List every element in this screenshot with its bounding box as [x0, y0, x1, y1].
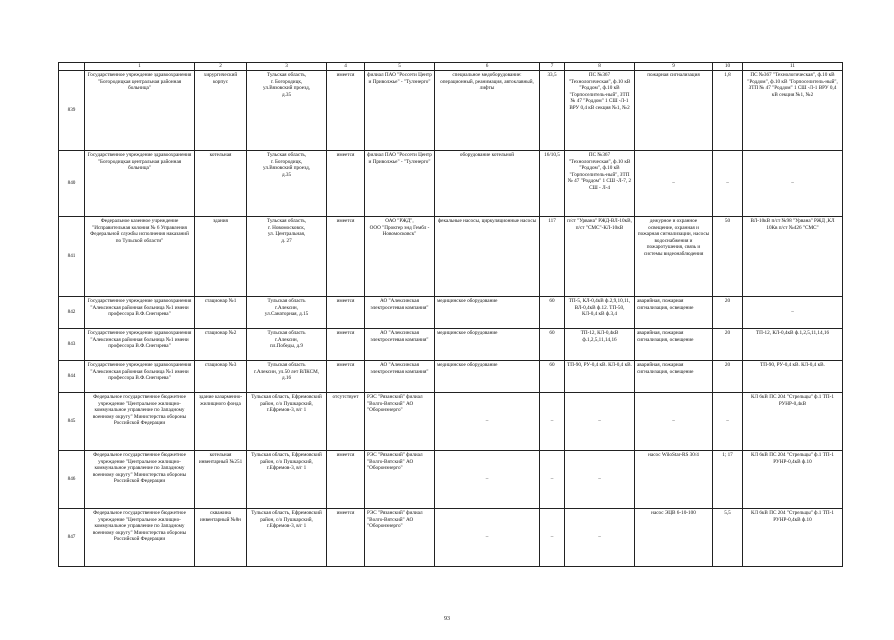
- equipment-cell: медицинское оборудование: [435, 361, 540, 393]
- power-cell: 33,5: [540, 71, 565, 151]
- object-cell: здание казарменно-жилищного фонда: [195, 393, 247, 451]
- row-number: 840: [59, 151, 85, 217]
- backup-feeder-cell: –: [743, 151, 843, 217]
- feeder-cell: п/ст "Урвана" РЖД-ВЛ-10кВ, п/ст "СМС"-КЛ-10кВ: [565, 217, 635, 297]
- reserve-cell: имеется: [327, 217, 365, 297]
- backup-feeder-cell: ТП-90, РУ-0,4 кВ. КЛ-0,4 кВ.: [743, 361, 843, 393]
- address-cell: Тульская область, г. Новомосковск, ул. Центральная, д. 27: [247, 217, 327, 297]
- reserve-cell: имеется: [327, 329, 365, 361]
- table-row: [59, 393, 843, 451]
- backup-load-cell: насос WiloStar-RS 30/4: [635, 451, 713, 509]
- address-cell: Тульская область, г. Богородицк, ул.Вязовский проезд, д.35: [247, 151, 327, 217]
- object-cell: хирургический корпус: [195, 71, 247, 151]
- reserve-cell: имеется: [327, 451, 365, 509]
- organization-cell: Государственное учреждение здравоохранения "Богородицкая центральная районная больница": [85, 71, 195, 151]
- row-number: 839: [59, 71, 85, 151]
- supplier-cell: РЭС "Рязанский" филиал "Волго-Вятский" АО "Оборонэнерго": [365, 451, 435, 509]
- backup-feeder-cell: ТП-12, КЛ-0,4кВ ф.1,2,5,11,14,16: [743, 329, 843, 361]
- feeder-cell: ПС №367 "Технологическая", ф.10 кВ "Роддом", ф.10 кВ "Горпоселитель-ный", ЗТП № 47 "Роддом" 1 СШ -Л-7, 2 СШ - Л-4: [565, 151, 635, 217]
- power-cell: 60: [540, 361, 565, 393]
- reserve-cell: имеется: [327, 361, 365, 393]
- column-number-row: [59, 63, 843, 71]
- address-cell: Тульская область г.Алексин, пл.Победы, д.9: [247, 329, 327, 361]
- row-number: 844: [59, 361, 85, 393]
- header-cell-blank: [59, 63, 85, 71]
- address-cell: Тульская область, Ефремовский район, с/о Пушкарский, г.Ефремов-3, в/г 1: [247, 451, 327, 509]
- power-cell: –: [540, 451, 565, 509]
- object-cell: котельная инвентарный №251: [195, 451, 247, 509]
- address-cell: Тульская область, Ефремовский район, с/о Пушкарский, г.Ефремов-3, в/г 1: [247, 393, 327, 451]
- equipment-cell: –: [435, 393, 540, 451]
- organization-cell: Государственное учреждение здравоохранения "Богородицкая центральная районная больница": [85, 151, 195, 217]
- header-cell: 11: [743, 63, 843, 71]
- header-cell: 9: [635, 63, 713, 71]
- backup-load-cell: аварийная, пожарная сигнализация, освещение: [635, 297, 713, 329]
- power-cell: –: [540, 509, 565, 567]
- backup-power-cell: –: [713, 393, 743, 451]
- supplier-cell: филиал ПАО "Россети Центр и Приволжье" - "Тулэнерго": [365, 151, 435, 217]
- table-row: [59, 509, 843, 567]
- row-number: 846: [59, 451, 85, 509]
- reserve-cell: имеется: [327, 71, 365, 151]
- power-cell: 16/10,5: [540, 151, 565, 217]
- object-cell: котельная: [195, 151, 247, 217]
- header-cell: 2: [195, 63, 247, 71]
- organization-cell: Федеральное государственное бюджетное учреждение "Центральное жилищно-коммунальное управление по Западному военному округу" Министерства обороны Российской Федерации: [85, 393, 195, 451]
- object-cell: здания: [195, 217, 247, 297]
- row-number: 842: [59, 297, 85, 329]
- feeder-cell: –: [565, 393, 635, 451]
- row-number: 841: [59, 217, 85, 297]
- supplier-cell: филиал ПАО "Россети Центр и Приволжье" - "Тулэнерго": [365, 71, 435, 151]
- table-row: [59, 71, 843, 151]
- header-cell: 10: [713, 63, 743, 71]
- address-cell: Тульская область г.Алексин, ул.Санаторная, д.15: [247, 297, 327, 329]
- backup-feeder-cell: КЛ 6кВ ПС 204 "Стрельцы" ф.1 ТП-1 РУНР-0,4кВ ф.10: [743, 451, 843, 509]
- equipment-cell: –: [435, 509, 540, 567]
- object-cell: стационар №1: [195, 297, 247, 329]
- power-cell: 60: [540, 297, 565, 329]
- table-row: [59, 297, 843, 329]
- reserve-cell: имеется: [327, 151, 365, 217]
- organization-cell: Государственное учреждение здравоохранения "Алексинская районная больница №1 имени профессора В.Ф.Снегирева": [85, 361, 195, 393]
- backup-power-cell: 50: [713, 217, 743, 297]
- header-cell: 8: [565, 63, 635, 71]
- equipment-cell: специальное медоборудование: операционный, реанимация, автоклавный, лифты: [435, 71, 540, 151]
- backup-power-cell: 1; 17: [713, 451, 743, 509]
- power-cell: 60: [540, 329, 565, 361]
- backup-feeder-cell: ПС №367 "Технологическая", ф.10 кВ "Роддом", ф.10 кВ "Горпоселитель-ный", ЗТП № 47 "Роддом" 1 СШ -Л-1 ВРУ 0,4 кВ секция №1, №2: [743, 71, 843, 151]
- registry-table: [58, 62, 843, 567]
- address-cell: Тульская область г.Алексин, ул.50 лет ВЛКСМ, д.16: [247, 361, 327, 393]
- backup-feeder-cell: КЛ 6кВ ПС 204 "Стрельцы" ф.1 ТП-1 РУНР-0,4кВ ф.10: [743, 509, 843, 567]
- supplier-cell: АО "Алексинская электросетевая компания": [365, 329, 435, 361]
- feeder-cell: ТП-5, КЛ-0,4кВ ф.2,9,10,11, ВЛ-0,4кВ ф.12. ТП-50, КЛ-0,4 кВ ф.3,4: [565, 297, 635, 329]
- equipment-cell: фекальные насосы, циркуляционные насосы: [435, 217, 540, 297]
- supplier-cell: РЭС "Рязанский" филиал "Волго-Вятский" АО "Оборонэнерго": [365, 393, 435, 451]
- backup-feeder-cell: КЛ 6кВ ПС 204 "Стрельцы" ф.1 ТП-1 РУНР-0,4кВ: [743, 393, 843, 451]
- organization-cell: Федеральное государственное бюджетное учреждение "Центральное жилищно-коммунальное управление по Западному военному округу" Министерства обороны Российской Федерации: [85, 451, 195, 509]
- organization-cell: Государственное учреждение здравоохранения "Алексинская районная больница №1 имени профессора В.Ф.Снегирева": [85, 329, 195, 361]
- organization-cell: Федеральное государственное бюджетное учреждение "Центральное жилищно-коммунальное управление по Западному военному округу" Министерства обороны Российской Федерации: [85, 509, 195, 567]
- feeder-cell: ПС №367 "Технологическая", ф.10 кВ "Роддом", ф.10 кВ "Горпоселитель-ный", ЗТП № 47 "Роддом" 1 СШ -Л-1 ВРУ 0,4 кВ секция №1, №2: [565, 71, 635, 151]
- backup-load-cell: аварийная, пожарная сигнализация, освещение: [635, 361, 713, 393]
- feeder-cell: ТП-90, РУ-0,4 кВ. КЛ-0,4 кВ.: [565, 361, 635, 393]
- object-cell: стационар №3: [195, 361, 247, 393]
- backup-feeder-cell: ВЛ-10кВ п/ст №98 "Урвана" РЖД ,КЛ 10Кв п/ст №426 "СМС": [743, 217, 843, 297]
- backup-power-cell: 1,8: [713, 71, 743, 151]
- address-cell: Тульская область, Ефремовский район, с/о Пушкарский, г.Ефремов-3, в/г 1: [247, 509, 327, 567]
- backup-load-cell: насос ЭЦВ 6-10-100: [635, 509, 713, 567]
- page-number: 93: [444, 616, 450, 622]
- address-cell: Тульская область, г. Богородицк, ул.Вязовский проезд, д.35: [247, 71, 327, 151]
- backup-load-cell: аварийная, пожарная сигнализация, освещение: [635, 329, 713, 361]
- feeder-cell: ТП-12, КЛ-0,4кВ ф.1,2,5,11,14,16: [565, 329, 635, 361]
- table-row: [59, 361, 843, 393]
- organization-cell: Государственное учреждение здравоохранения "Алексинская районная больница №1 имени профессора В.Ф.Снегирева": [85, 297, 195, 329]
- equipment-cell: медицинское оборудование: [435, 329, 540, 361]
- row-number: 843: [59, 329, 85, 361]
- backup-load-cell: пожарная сигнализация: [635, 71, 713, 151]
- equipment-cell: медицинское оборудование: [435, 297, 540, 329]
- backup-load-cell: дежурное и охранное освещение, охранная и пожарная сигнализации, насосы водоснабжения и пожаротушения, связь и системы видеонаблюдения: [635, 217, 713, 297]
- backup-power-cell: 20: [713, 297, 743, 329]
- backup-load-cell: –: [635, 151, 713, 217]
- object-cell: скважина инвентарный №8н: [195, 509, 247, 567]
- supplier-cell: АО "Алексинская электросетевая компания": [365, 297, 435, 329]
- table-row: [59, 451, 843, 509]
- header-cell: 3: [247, 63, 327, 71]
- supplier-cell: РЭС "Рязанский" филиал "Волго-Вятский" АО "Оборонэнерго": [365, 509, 435, 567]
- table-row: [59, 217, 843, 297]
- feeder-cell: –: [565, 509, 635, 567]
- supplier-cell: АО "Алексинская электросетевая компания": [365, 361, 435, 393]
- supplier-cell: ОАО "РЖД", ООО "Проктер энд Гембл - Новомосковск": [365, 217, 435, 297]
- equipment-cell: –: [435, 451, 540, 509]
- equipment-cell: оборудование котельной: [435, 151, 540, 217]
- organization-cell: Федеральное казенное учреждение "Исправительная колония № 6 Управления Федеральной службы исполнения наказаний по Тульской области": [85, 217, 195, 297]
- header-cell: 7: [540, 63, 565, 71]
- row-number: 845: [59, 393, 85, 451]
- backup-power-cell: 20: [713, 329, 743, 361]
- object-cell: стационар №2: [195, 329, 247, 361]
- header-cell: 5: [365, 63, 435, 71]
- header-cell: 6: [435, 63, 540, 71]
- backup-power-cell: 5,5: [713, 509, 743, 567]
- reserve-cell: имеется: [327, 297, 365, 329]
- backup-load-cell: –: [635, 393, 713, 451]
- table-row: [59, 329, 843, 361]
- backup-power-cell: –: [713, 151, 743, 217]
- feeder-cell: –: [565, 451, 635, 509]
- power-cell: 117: [540, 217, 565, 297]
- power-cell: –: [540, 393, 565, 451]
- table-row: [59, 151, 843, 217]
- header-cell: 1: [85, 63, 195, 71]
- backup-feeder-cell: –: [743, 297, 843, 329]
- header-cell: 4: [327, 63, 365, 71]
- reserve-cell: имеется: [327, 509, 365, 567]
- reserve-cell: отсутствует: [327, 393, 365, 451]
- backup-power-cell: 20: [713, 361, 743, 393]
- row-number: 847: [59, 509, 85, 567]
